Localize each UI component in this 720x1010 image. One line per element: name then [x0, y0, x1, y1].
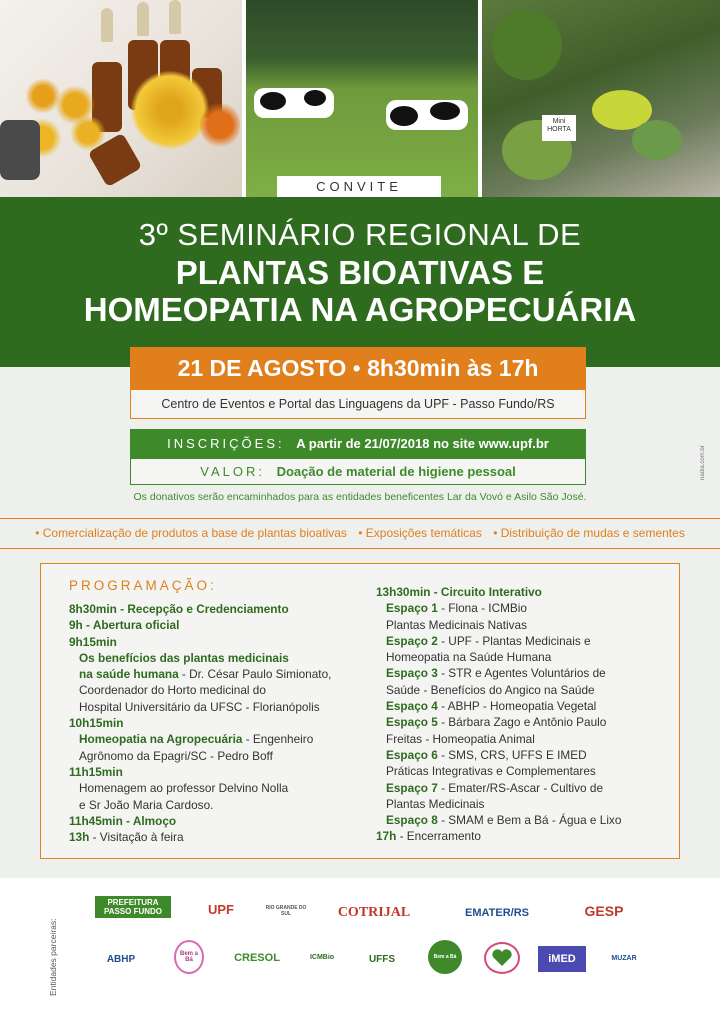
plant-graphic — [632, 120, 682, 160]
cow-graphic — [386, 100, 468, 130]
program-row: 11h45min - Almoço — [69, 813, 177, 828]
program-row: Freitas - Homeopatia Animal — [386, 731, 535, 746]
logo-bem-a-ba: Bem a Bá — [174, 940, 204, 974]
photo-cows-pasture — [246, 0, 478, 197]
program-row: Homeopatia na Agropecuária - Engenheiro — [79, 732, 314, 747]
feature-item: • Distribuição de mudas e sementes — [493, 526, 685, 540]
program-row: Espaço 6 - SMS, CRS, UFFS E IMED — [386, 747, 587, 762]
title-banner — [0, 197, 720, 367]
program-column-right — [376, 584, 676, 845]
event-venue: Centro de Eventos e Portal das Linguagens da UPF - Passo Fundo/RS — [130, 389, 586, 419]
header-photos — [0, 0, 720, 197]
program-row: Espaço 3 - STR e Agentes Voluntários de — [386, 666, 606, 681]
plant-graphic — [492, 10, 562, 80]
registration-label: INSCRIÇÕES: — [167, 436, 285, 451]
program-row: Espaço 5 - Bárbara Zago e Antônio Paulo — [386, 715, 607, 730]
date-separator: • — [352, 355, 361, 381]
registration-value: A partir de 21/07/2018 no site www.upf.br — [296, 436, 549, 451]
logo-prefeitura: PREFEITURA PASSO FUNDO — [95, 896, 171, 918]
logo-uffs: UFFS — [368, 953, 396, 965]
logo-rio-grande-do-sul: RIO GRANDE DO SUL — [265, 905, 307, 917]
logo-icmbio: ICMBio — [309, 953, 335, 961]
invitation-label: CONVITE — [277, 176, 441, 197]
program-row: na saúde humana - Dr. César Paulo Simionato, — [79, 667, 332, 682]
program-row: 17h - Encerramento — [376, 829, 481, 844]
program-row: 13h30min - Circuito Interativo — [376, 585, 542, 599]
flower-graphic — [70, 115, 106, 151]
program-row: Plantas Medicinais — [386, 796, 485, 811]
title-line-1: 3º SEMINÁRIO REGIONAL DE — [138, 217, 582, 252]
program-row: Homenagem ao professor Delvino Nolla — [79, 781, 289, 796]
program-row: 10h15min — [69, 716, 124, 731]
program-title: PROGRAMAÇÃO: — [69, 578, 217, 593]
photo-plant-seedlings — [482, 0, 720, 197]
program-row: 9h - Abertura oficial — [69, 618, 180, 633]
flower-graphic — [200, 100, 240, 150]
side-credit: nadia.com.br — [700, 445, 706, 480]
program-row: 8h30min - Recepção e Credenciamento — [69, 602, 289, 616]
cow-graphic — [254, 88, 334, 118]
logo-upf: UPF — [208, 901, 234, 917]
dropper-graphic — [137, 2, 149, 36]
program-row: Agrônomo da Epagri/SC - Pedro Boff — [79, 748, 273, 763]
logo-bem-a-ba-circle: Bem a Bá — [428, 940, 462, 974]
title-line-3: HOMEOPATIA NA AGROPECUÁRIA — [83, 291, 637, 328]
program-row: Espaço 8 - SMAM e Bem a Bá - Água e Lixo — [386, 813, 622, 828]
logo-muzar: MUZAR — [611, 954, 637, 962]
logo-imed: iMED — [538, 946, 586, 972]
event-date-time — [130, 347, 586, 389]
program-row: Os benefícios das plantas medicinais — [79, 650, 289, 665]
flower-graphic — [130, 70, 210, 150]
feature-item: • Comercialização de produtos a base de plantas bioativas — [35, 526, 347, 540]
logo-emater: EMATER/RS — [465, 907, 529, 919]
program-column-left — [69, 601, 369, 845]
program-row: Espaço 2 - UPF - Plantas Medicinais e — [386, 633, 591, 648]
program-box — [40, 563, 680, 859]
logo-abhp: ABHP — [106, 953, 136, 965]
program-row: Hospital Universitário da UFSC - Florianópolis — [79, 699, 320, 714]
event-time: 8h30min às 17h — [367, 355, 539, 381]
logo-cresol: CRESOL — [234, 952, 280, 964]
stone-graphic — [0, 120, 40, 180]
title-line-2: PLANTAS BIOATIVAS E — [175, 254, 545, 291]
dropper-graphic — [169, 0, 181, 34]
event-date: 21 DE AGOSTO — [177, 355, 347, 381]
donation-note: Os donativos serão encaminhados para as entidades beneficentes Lar da Vovó e Asilo São José. — [133, 491, 587, 503]
dropper-graphic — [101, 8, 113, 42]
program-row: e Sr João Maria Cardoso. — [79, 797, 214, 812]
mini-horta-sign: Mini HORTA — [542, 115, 576, 141]
program-row: 13h - Visitação à feira — [69, 830, 184, 845]
program-row: 11h15min — [69, 764, 123, 779]
program-row: Saúde - Benefícios do Angico na Saúde — [386, 682, 595, 697]
photo-homeopathy-bottles — [0, 0, 242, 197]
program-row: Plantas Medicinais Nativas — [386, 617, 527, 632]
logo-cotrijal: COTRIJAL — [337, 905, 411, 920]
program-row: Espaço 7 - Emater/RS-Ascar - Cultivo de — [386, 780, 604, 795]
heart-logo-icon — [484, 942, 520, 974]
price-label: VALOR: — [200, 464, 265, 479]
registration-box — [130, 429, 586, 458]
partners-label: Entidades parceiras: — [48, 918, 58, 996]
program-row: Espaço 1 - Flona - ICMBio — [386, 601, 527, 616]
price-value: Doação de material de higiene pessoal — [276, 464, 516, 479]
program-row: 9h15min — [69, 634, 117, 649]
logo-gesp: GESP — [584, 903, 624, 919]
program-row: Homeopatia na Saúde Humana — [386, 650, 552, 665]
program-row: Espaço 4 - ABHP - Homeopatia Vegetal — [386, 699, 597, 714]
price-box — [130, 458, 586, 485]
program-row: Práticas Integrativas e Complementares — [386, 764, 596, 779]
feature-item: • Exposições temáticas — [358, 526, 482, 540]
program-row: Coordenador do Horto medicinal do — [79, 683, 266, 698]
features-strip — [0, 518, 720, 549]
